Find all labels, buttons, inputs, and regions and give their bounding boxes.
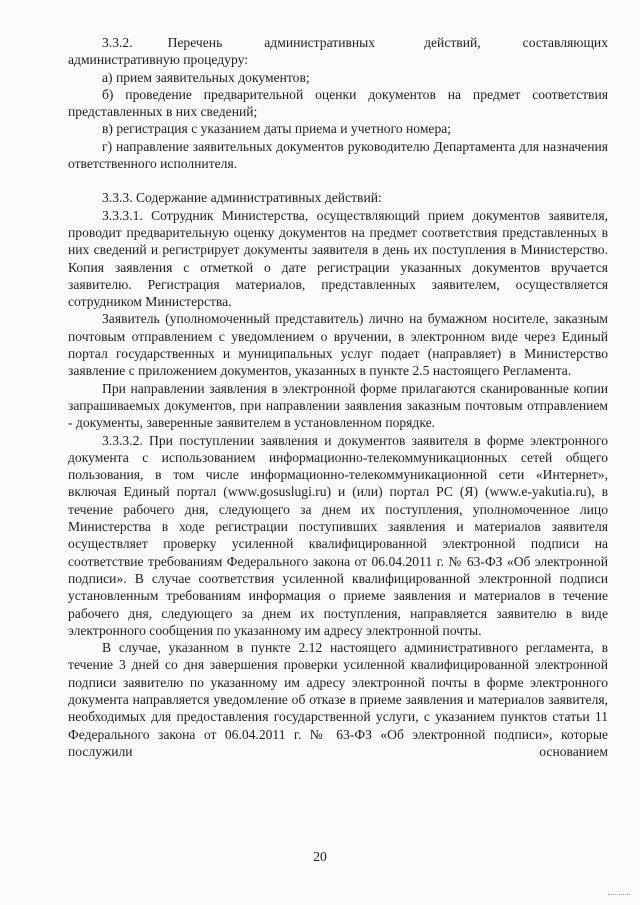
spacer (68, 172, 608, 189)
page-number: 20 (313, 849, 327, 864)
paragraph-applicant-submission: Заявитель (уполномоченный представитель) лично на бумажном носителе, заказным почтовым отправлением с уведомлением о вручении, в электронном виде через Единый портал государственных и муниципальных услуг подает (направляет) в Министерство заявление с приложением документов, указанных в пункте 2.5 настоящего Регламента. (68, 311, 608, 379)
paragraph-3-3-3-1: 3.3.3.1. Сотрудник Министерства, осуществляющий прием документов заявителя, проводит предварительную оценку документов на предмет соответствия представленных в них сведений и регистрирует документы заявителя в день их поступления в Министерство. Копия заявления с отметкой о дате регистрации указанных документов вручается заявителю. Регистрация материалов, представленных заявителем, осуществляется сотрудником Министерства. (68, 207, 608, 310)
scan-artifact (608, 894, 630, 897)
document-body (68, 34, 608, 760)
paragraph-3-3-3-2: 3.3.3.2. При поступлении заявления и документов заявителя в форме электронного документа с использованием информационно-телекоммуникационных сетей общего пользования, в том числе информационно-телекоммуникационной сети «Интернет», включая Единый портал (www.gosuslugi.ru) и (или) портал РС (Я) (www.e-yakutia.ru), в течение рабочего дня, следующего за днем их поступления, уполномоченное лицо Министерства в ходе регистрации поступивших заявления и материалов заявителя осуществляет проверку усиленной квалифицированной электронной подписи на соответствие требованиям Федерального закона от 06.04.2011 г. № 63-ФЗ «Об электронной подписи». В случае соответствия усиленной квалифицированной электронной подписи установленным требованиям информация о приеме заявления и материалов в течение рабочего дня, следующего за днем их поступления, направляется заявителю в виде электронного сообщения по указанному им адресу электронной почты. (68, 432, 608, 638)
paragraph-3-3-2: 3.3.2. Перечень административных действий, составляющих административную процедуру: (68, 35, 608, 68)
paragraph-refusal-notice: В случае, указанном в пункте 2.12 настоящего административного регламента, в течение 3 дней со дня завершения проверки усиленной квалифицированной электронной подписи заявителю по указанному им адресу электронной почты в форме электронного документа направляется уведомление об отказе в приеме заявления и материалов заявителя, необходимых для предоставления государственной услуги, с указанием пунктов статьи 11 Федерального закона от 06.04.2011 г. № 63-ФЗ «Об электронной подписи», которые послужили основанием (68, 640, 608, 759)
list-item-b: б) проведение предварительной оценки документов на предмет соответствия представленных в них сведений; (68, 86, 608, 120)
list-item-v: в) регистрация с указанием даты приема и учетного номера; (102, 121, 452, 137)
list-item-g: г) направление заявительных документов руководителю Департамента для назначения ответственного исполнителя. (68, 138, 608, 172)
paragraph-electronic-attachments: При направлении заявления в электронной форме прилагаются сканированные копии запрашиваемых документов, при направлении заявления заказным почтовым отправлением - документы, заверенные заявителем в установленном порядке. (68, 380, 608, 431)
paragraph-3-3-3: 3.3.3. Содержание административных действий: (102, 190, 382, 206)
list-item-a: а) прием заявительных документов; (102, 69, 310, 85)
